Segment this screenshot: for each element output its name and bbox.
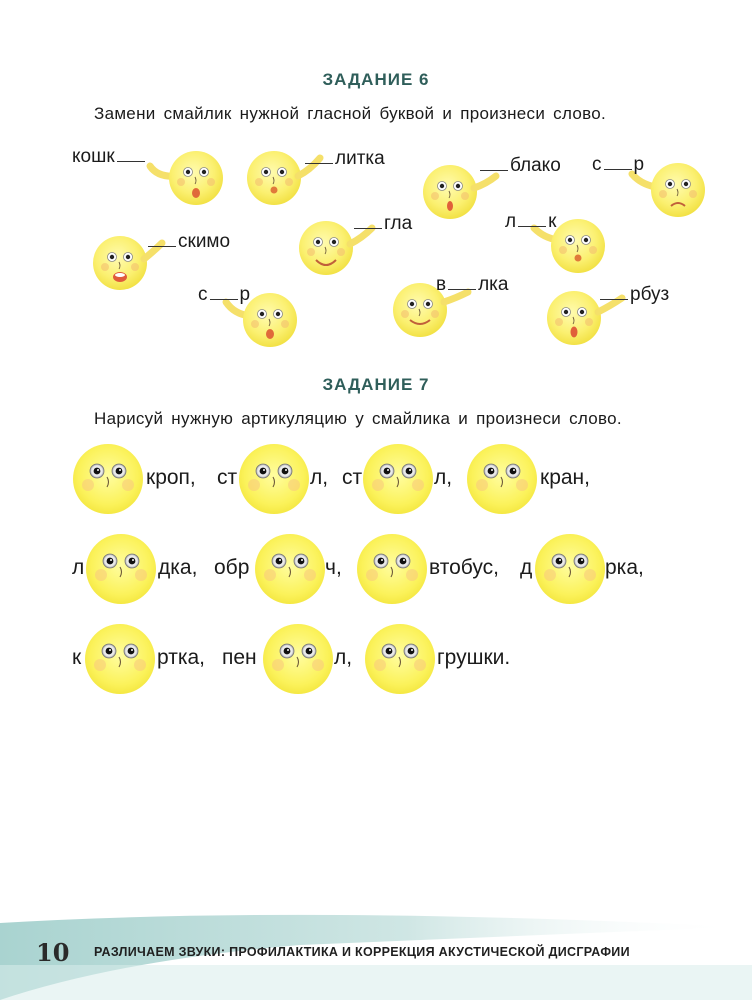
task6-word-4: с р xyxy=(592,154,645,175)
task7-word: кроп, xyxy=(146,466,196,489)
smiley-blank-icon xyxy=(262,623,334,695)
task7-word: л, xyxy=(434,466,453,489)
task6-instruction: Замени смайлик нужной гласной буквой и произнеси слово. xyxy=(94,104,607,123)
task7-word: ртка, xyxy=(157,646,205,669)
task7-word: пен xyxy=(222,646,257,669)
task7-word: д xyxy=(520,556,533,579)
task6-word-3: блако xyxy=(478,155,561,177)
smiley-blank-icon xyxy=(254,533,326,605)
task7-word: обр xyxy=(214,556,250,579)
task6-word-8: с р xyxy=(198,284,251,305)
smiley-blank-icon xyxy=(356,533,428,605)
smiley-blank-icon xyxy=(84,623,156,695)
task7-title: ЗАДАНИЕ 7 xyxy=(322,375,430,394)
task7-word: грушки. xyxy=(437,646,511,669)
smiley-blank-icon xyxy=(238,443,310,515)
task6-word-2: литка xyxy=(303,148,385,170)
task6-word-7: л к xyxy=(505,211,557,232)
smiley-blank-icon xyxy=(362,443,434,515)
smiley-blank-icon xyxy=(466,443,538,515)
task7-word: кран, xyxy=(540,466,590,489)
task7-instruction: Нарисуй нужную артикуляцию у смайлика и произнеси слово. xyxy=(94,409,622,428)
task7-word: к xyxy=(72,646,82,669)
task6-word-9: в лка xyxy=(436,274,509,295)
task7-word: ч, xyxy=(325,556,342,579)
task7-word: втобус, xyxy=(429,556,499,579)
task7-word: л xyxy=(72,556,85,579)
task6-word-1: кошк xyxy=(72,146,147,168)
footer-title: РАЗЛИЧАЕМ ЗВУКИ: ПРОФИЛАКТИКА И КОРРЕКЦИЯ АКУСТИЧЕСКОЙ ДИСГРАФИИ xyxy=(94,945,630,959)
task6-word-5: скимо xyxy=(146,231,230,253)
smiley-blank-icon xyxy=(85,533,157,605)
smiley-blank-icon xyxy=(72,443,144,515)
task7-word: ст xyxy=(217,466,238,489)
task6-word-6: гла xyxy=(352,213,412,235)
page-number: 10 xyxy=(36,938,70,967)
smiley-blank-icon xyxy=(364,623,436,695)
smiley-blank-icon xyxy=(534,533,606,605)
task7-word: л, xyxy=(334,646,353,669)
smiley-open-mouth-icon xyxy=(140,148,230,210)
task7-word: рка, xyxy=(605,556,644,579)
task7-word: л, xyxy=(310,466,329,489)
task6-word-10: рбуз xyxy=(598,284,669,306)
task7-word: ст xyxy=(342,466,363,489)
task6-title: ЗАДАНИЕ 6 xyxy=(322,70,430,89)
task7-word: дка, xyxy=(158,556,198,579)
